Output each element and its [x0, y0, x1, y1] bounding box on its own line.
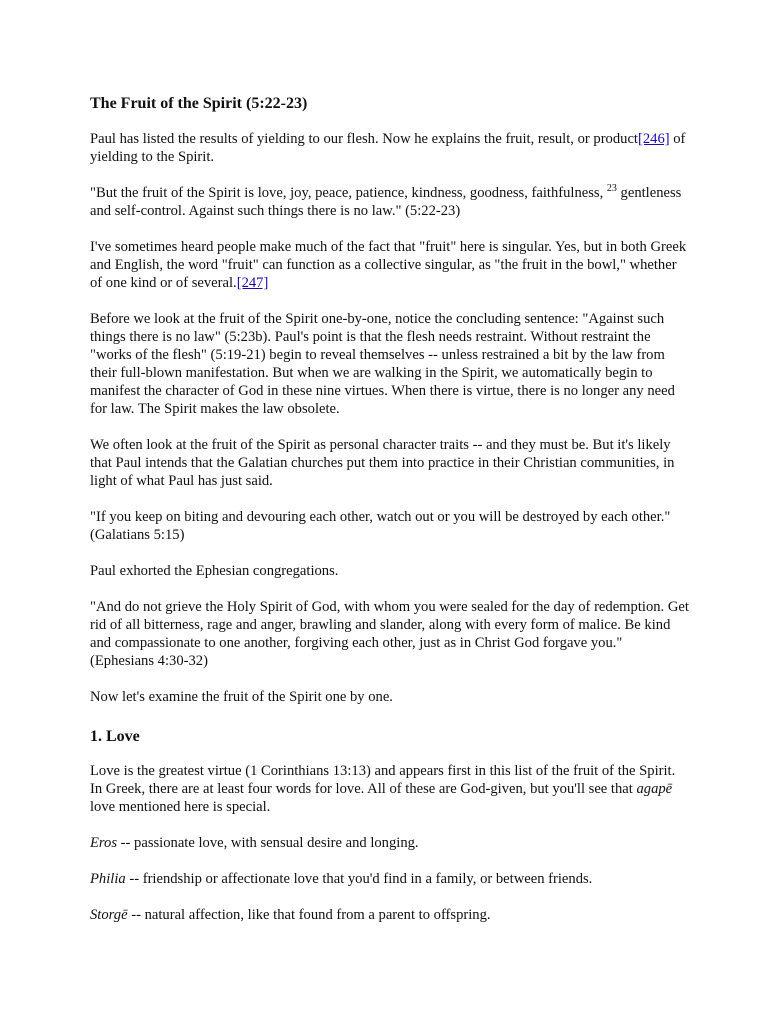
- paragraph-text: Paul has listed the results of yielding to our flesh. Now he explains the fruit, result, or product: [90, 131, 638, 147]
- greek-term: Eros: [90, 835, 118, 851]
- footnote-link-247[interactable]: [247]: [236, 275, 269, 291]
- paragraph-examine: Now let's examine the fruit of the Spirit one by one.: [90, 689, 393, 705]
- paragraph-ephesian: Paul exhorted the Ephesian congregations.: [90, 563, 339, 579]
- paragraph-text: "But the fruit of the Spirit is love, joy, peace, patience, kindness, goodness, faithfulness,: [90, 185, 607, 201]
- paragraph-no-law: Before we look at the fruit of the Spirit one-by-one, notice the concluding sentence: "Against such things there is no law" (5:23b). Paul's point is that the flesh needs restraint. Without restraint the "works of the flesh" (5:19-21) begin to reveal themselves -- unless restrained a bit by the law from their full-blown manifestation. But when we are walking in the Spirit, we automatically begin to manifest the character of God in these nine virtues. When there is virtue, there is no longer any need for law. The Spirit makes the law obsolete.: [90, 311, 675, 417]
- paragraph-character-traits: We often look at the fruit of the Spirit as personal character traits -- and they must be. But it's likely that Paul intends that the Galatian churches put them into practice in their Christian communities, in light of what Paul has just said.: [90, 437, 675, 489]
- paragraph-intro: [90, 130, 690, 166]
- greek-term: Philia: [90, 871, 126, 887]
- paragraph-text: -- natural affection, like that found from a parent to offspring.: [127, 907, 491, 923]
- paragraph-quote-galatians: [90, 184, 690, 220]
- paragraph-quote-ephesians: "And do not grieve the Holy Spirit of God, with whom you were sealed for the day of redemption. Get rid of all bitterness, rage and anger, brawling and slander, along with every form of malice. Be kind and compassionate to one another, forgiving each other, just as in Christ God forgave you." (Ephesians 4:30-32): [90, 599, 689, 669]
- section-heading-love: 1. Love: [90, 728, 140, 745]
- paragraph-text: gentleness and self-control. Against such things there is no law." (5:22-23): [90, 185, 682, 219]
- greek-term: agapē: [636, 781, 673, 797]
- paragraph-quote-biting: "If you keep on biting and devouring each other, watch out or you will be destroyed by each other." (Galatians 5:15): [90, 509, 671, 543]
- page-title: The Fruit of the Spirit (5:22-23): [90, 95, 308, 112]
- paragraph-text: love mentioned here is special.: [90, 799, 271, 815]
- verse-number: 23: [606, 183, 617, 194]
- greek-term: Storgē: [90, 907, 128, 923]
- paragraph-storge: [90, 906, 690, 924]
- paragraph-collective-singular: [90, 238, 690, 292]
- paragraph-text: Love is the greatest virtue (1 Corinthians 13:13) and appears first in this list of the fruit of the Spirit. In Greek, there are at least four words for love. All of these are God-given, but you'll see that: [90, 763, 676, 797]
- paragraph-philia: [90, 870, 690, 888]
- paragraph-text: -- passionate love, with sensual desire and longing.: [117, 835, 419, 851]
- paragraph-love: [90, 762, 690, 816]
- paragraph-eros: [90, 834, 690, 852]
- paragraph-text: of yielding to the Spirit.: [90, 131, 686, 165]
- paragraph-text: I've sometimes heard people make much of the fact that "fruit" here is singular. Yes, but in both Greek and English, the word "fruit" can function as a collective singular, as "the fruit in the bowl," whether of one kind or of several.: [90, 239, 687, 291]
- document-page: [90, 95, 690, 942]
- footnote-link-246[interactable]: [246]: [637, 131, 670, 147]
- paragraph-text: -- friendship or affectionate love that you'd find in a family, or between friends.: [125, 871, 593, 887]
